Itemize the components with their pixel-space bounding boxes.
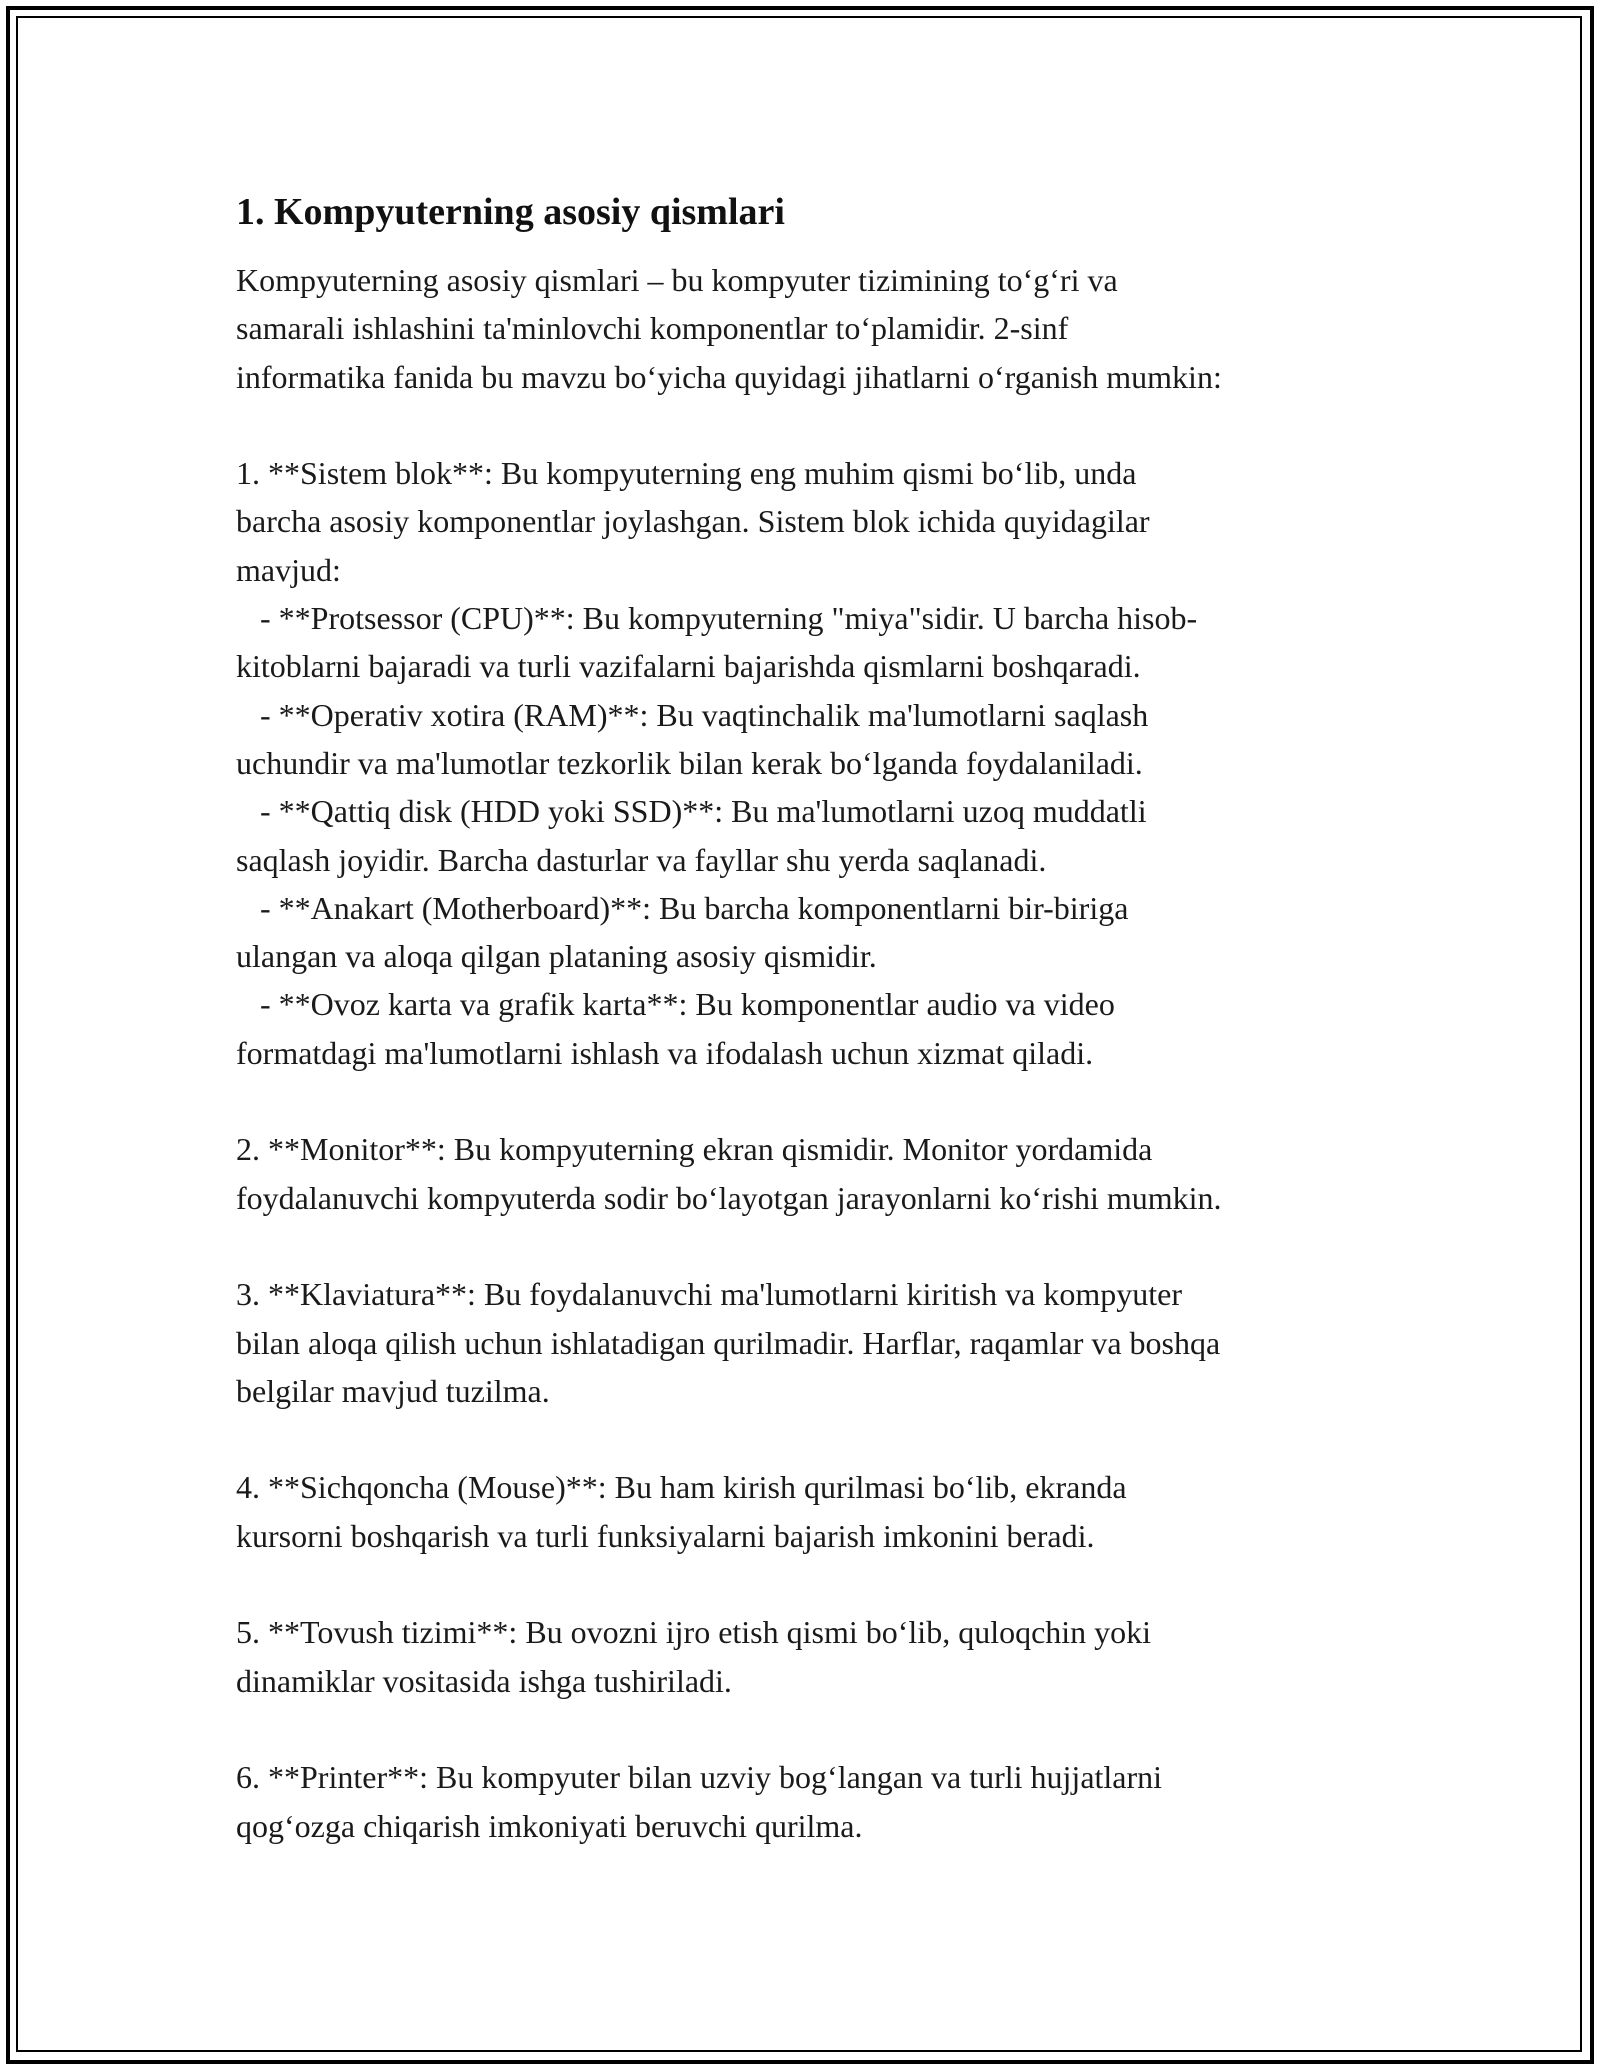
paragraph-spacer bbox=[236, 1077, 1376, 1125]
section-system-unit: 1. **Sistem blok**: Bu kompyuterning eng muhim qismi bo‘lib, unda barcha asosiy komponentlar joylashgan. Sistem blok ichida quyidagilar mavjud: - **Protsessor (CPU)**: Bu kompyuterning "miya"sidir. U barcha hisob- kitoblarni bajaradi va turli vazifalarni bajarishda qismlarni boshqaradi. - **Operativ xotira (RAM)**: Bu vaqtinchalik ma'lumotlarni saqlash uchundir va ma'lumotlar tezkorlik bilan kerak bo‘lganda foydalaniladi. - **Qattiq disk (HDD yoki SSD)**: Bu ma'lumotlarni uzoq muddatli saqlash joyidir. Barcha dasturlar va fayllar shu yerda saqlanadi. - **Anakart (Motherboard)**: Bu barcha komponentlarni bir-biriga ulangan va aloqa qilgan plataning asosiy qismidir. - **Ovoz karta va grafik karta**: Bu komponentlar audio va video formatdagi ma'lumotlarni ishlash va ifodalash uchun xizmat qiladi. bbox=[236, 455, 1198, 1071]
section-keyboard: 3. **Klaviatura**: Bu foydalanuvchi ma'lumotlarni kiritish va kompyuter bilan aloqa qilish uchun ishlatadigan qurilmadir. Harflar, raqamlar va boshqa belgilar mavjud tuzilma. bbox=[236, 1276, 1221, 1409]
paragraph-spacer bbox=[236, 1415, 1376, 1463]
section-printer: 6. **Printer**: Bu kompyuter bilan uzviy bog‘langan va turli hujjatlarni qog‘ozga chiqarish imkoniyati beruvchi qurilma. bbox=[236, 1759, 1163, 1844]
document-body bbox=[236, 188, 1376, 1850]
paragraph-spacer bbox=[236, 1222, 1376, 1270]
paragraph-spacer bbox=[236, 401, 1376, 449]
intro-paragraph: Kompyuterning asosiy qismlari – bu kompyuter tizimining to‘g‘ri va samarali ishlashini ta'minlovchi komponentlar to‘plamidir. 2-sinf informatika fanida bu mavzu bo‘yicha quyidagi jihatlarni o‘rganish mumkin: bbox=[236, 262, 1222, 395]
document-title: 1. Kompyuterning asosiy qismlari bbox=[236, 191, 785, 233]
section-monitor: 2. **Monitor**: Bu kompyuterning ekran qismidir. Monitor yordamida foydalanuvchi kompyuterda sodir bo‘layotgan jarayonlarni ko‘rishi mumkin. bbox=[236, 1131, 1222, 1216]
paragraph-spacer bbox=[236, 1705, 1376, 1753]
section-mouse: 4. **Sichqoncha (Mouse)**: Bu ham kirish qurilmasi bo‘lib, ekranda kursorni boshqarish va turli funksiyalarni bajarish imkonini beradi. bbox=[236, 1469, 1127, 1554]
section-sound-system: 5. **Tovush tizimi**: Bu ovozni ijro etish qismi bo‘lib, quloqchin yoki dinamiklar vositasida ishga tushiriladi. bbox=[236, 1614, 1152, 1699]
paragraph-spacer bbox=[236, 1560, 1376, 1608]
